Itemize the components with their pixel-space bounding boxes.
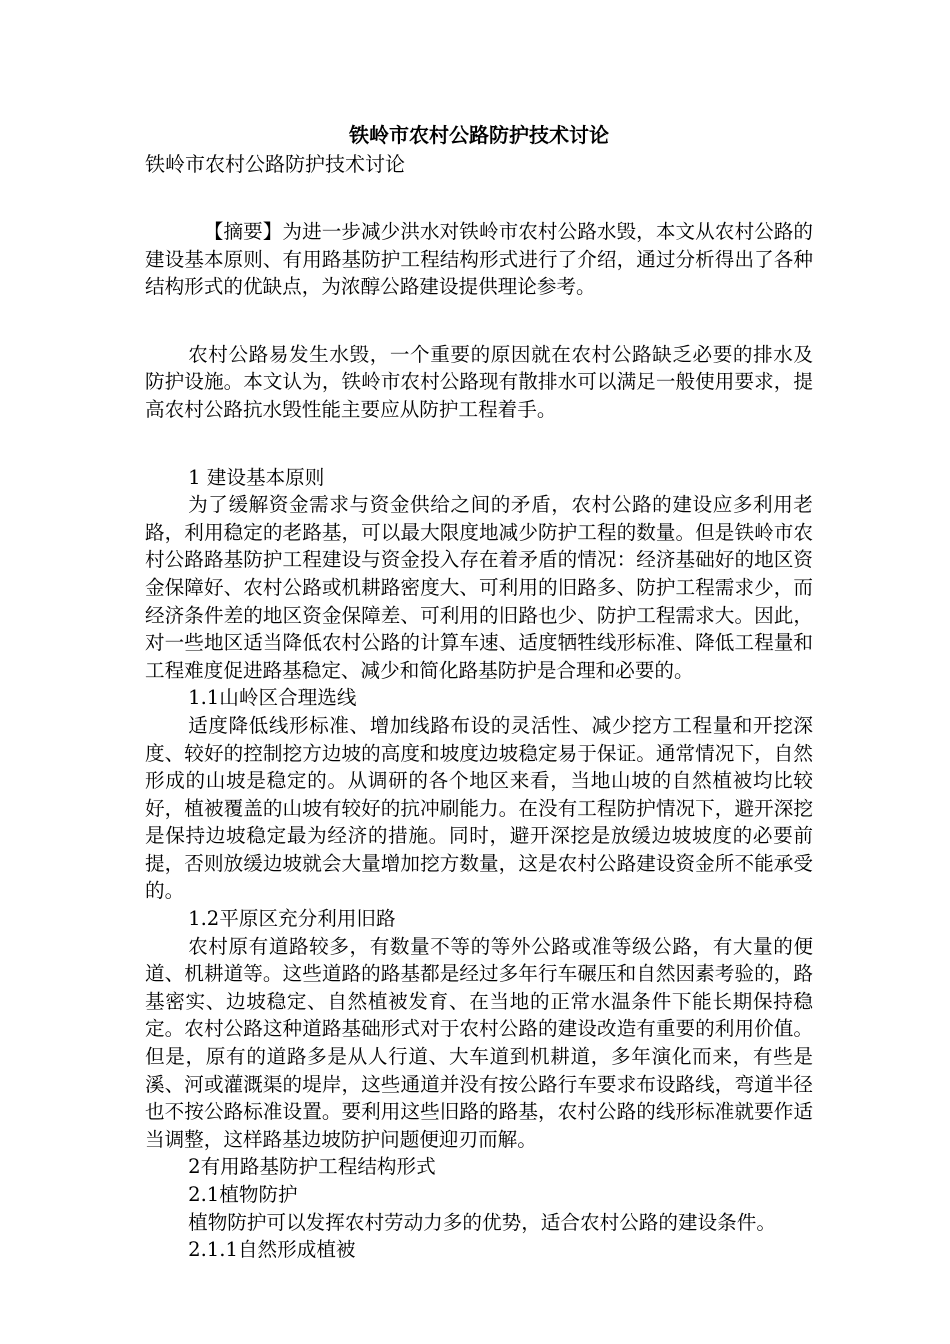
section-2-1-1-heading: 2.1.1自然形成植被: [188, 1238, 356, 1262]
section-1-1-body: 适度降低线形标准、增加线路布设的灵活性、减少挖方工程量和开挖深度、较好的控制挖方边坡的高度和坡度边坡稳定易于保证。通常情况下，自然形成的山坡是稳定的。从调研的各个地区来看，当地山坡的自然植被均比较好，植被覆盖的山坡有较好的抗冲刷能力。在没有工程防护情况下，避开深挖是保持边坡稳定最为经济的措施。同时，避开深挖是放缓边坡坡度的必要前提，否则放缓边坡就会大量增加挖方数量，这是农村公路建设资金所不能承受的。: [145, 713, 813, 903]
section-2-1-body: 植物防护可以发挥农村劳动力多的优势，适合农村公路的建设条件。: [188, 1210, 776, 1234]
spacer: [145, 301, 813, 341]
section-1-2-heading: 1.2平原区充分利用旧路: [188, 907, 396, 931]
spacer: [145, 424, 813, 464]
document-subtitle: 铁岭市农村公路防护技术讨论: [145, 152, 405, 176]
section-1-2-body: 农村原有道路较多，有数量不等的等外公路或准等级公路，有大量的便道、机耕道等。这些道路的路基都是经过多年行车碾压和自然因素考验的，路基密实、边坡稳定、自然植被发育、在当地的正常水温条件下能长期保持稳定。农村公路这种道路基础形式对于农村公路的建设改造有重要的利用价值。但是，原有的道路多是从人行道、大车道到机耕道，多年演化而来，有些是溪、河或灌溉渠的堤岸，这些通道并没有按公路行车要求布设路线，弯道半径也不按公路标准设置。要利用这些旧路的路基，农村公路的线形标准就要作适当调整，这样路基边坡防护问题便迎刃而解。: [145, 934, 813, 1151]
section-2-heading: 2有用路基防护工程结构形式: [188, 1155, 436, 1179]
spacer: [145, 178, 813, 218]
section-1-body: 为了缓解资金需求与资金供给之间的矛盾，农村公路的建设应多利用老路，利用稳定的老路基，可以最大限度地减少防护工程的数量。但是铁岭市农村公路路基防护工程建设与资金投入存在着矛盾的情况：经济基础好的地区资金保障好、农村公路或机耕路密度大、可利用的旧路多、防护工程需求少，而经济条件差的地区资金保障差、可利用的旧路也少、防护工程需求大。因此，对一些地区适当降低农村公路的计算车速、适度牺牲线形标准、降低工程量和工程难度促进路基稳定、减少和简化路基防护是合理和必要的。: [145, 493, 813, 682]
document-page: [145, 120, 813, 1264]
intro-paragraph: 农村公路易发生水毁，一个重要的原因就在农村公路缺乏必要的排水及防护设施。本文认为，铁岭市农村公路现有散排水可以满足一般使用要求，提高农村公路抗水毁性能主要应从防护工程着手。: [145, 342, 813, 421]
abstract-paragraph: 【摘要】为进一步减少洪水对铁岭市农村公路水毁，本文从农村公路的建设基本原则、有用路基防护工程结构形式进行了介绍，通过分析得出了各种结构形式的优缺点，为浓醇公路建设提供理论参考。: [145, 220, 813, 299]
section-2-1-heading: 2.1植物防护: [188, 1183, 298, 1206]
document-title: 铁岭市农村公路防护技术讨论: [349, 123, 609, 147]
section-1-1-heading: 1.1山岭区合理选线: [188, 686, 357, 710]
section-1-heading: 1 建设基本原则: [188, 465, 325, 489]
